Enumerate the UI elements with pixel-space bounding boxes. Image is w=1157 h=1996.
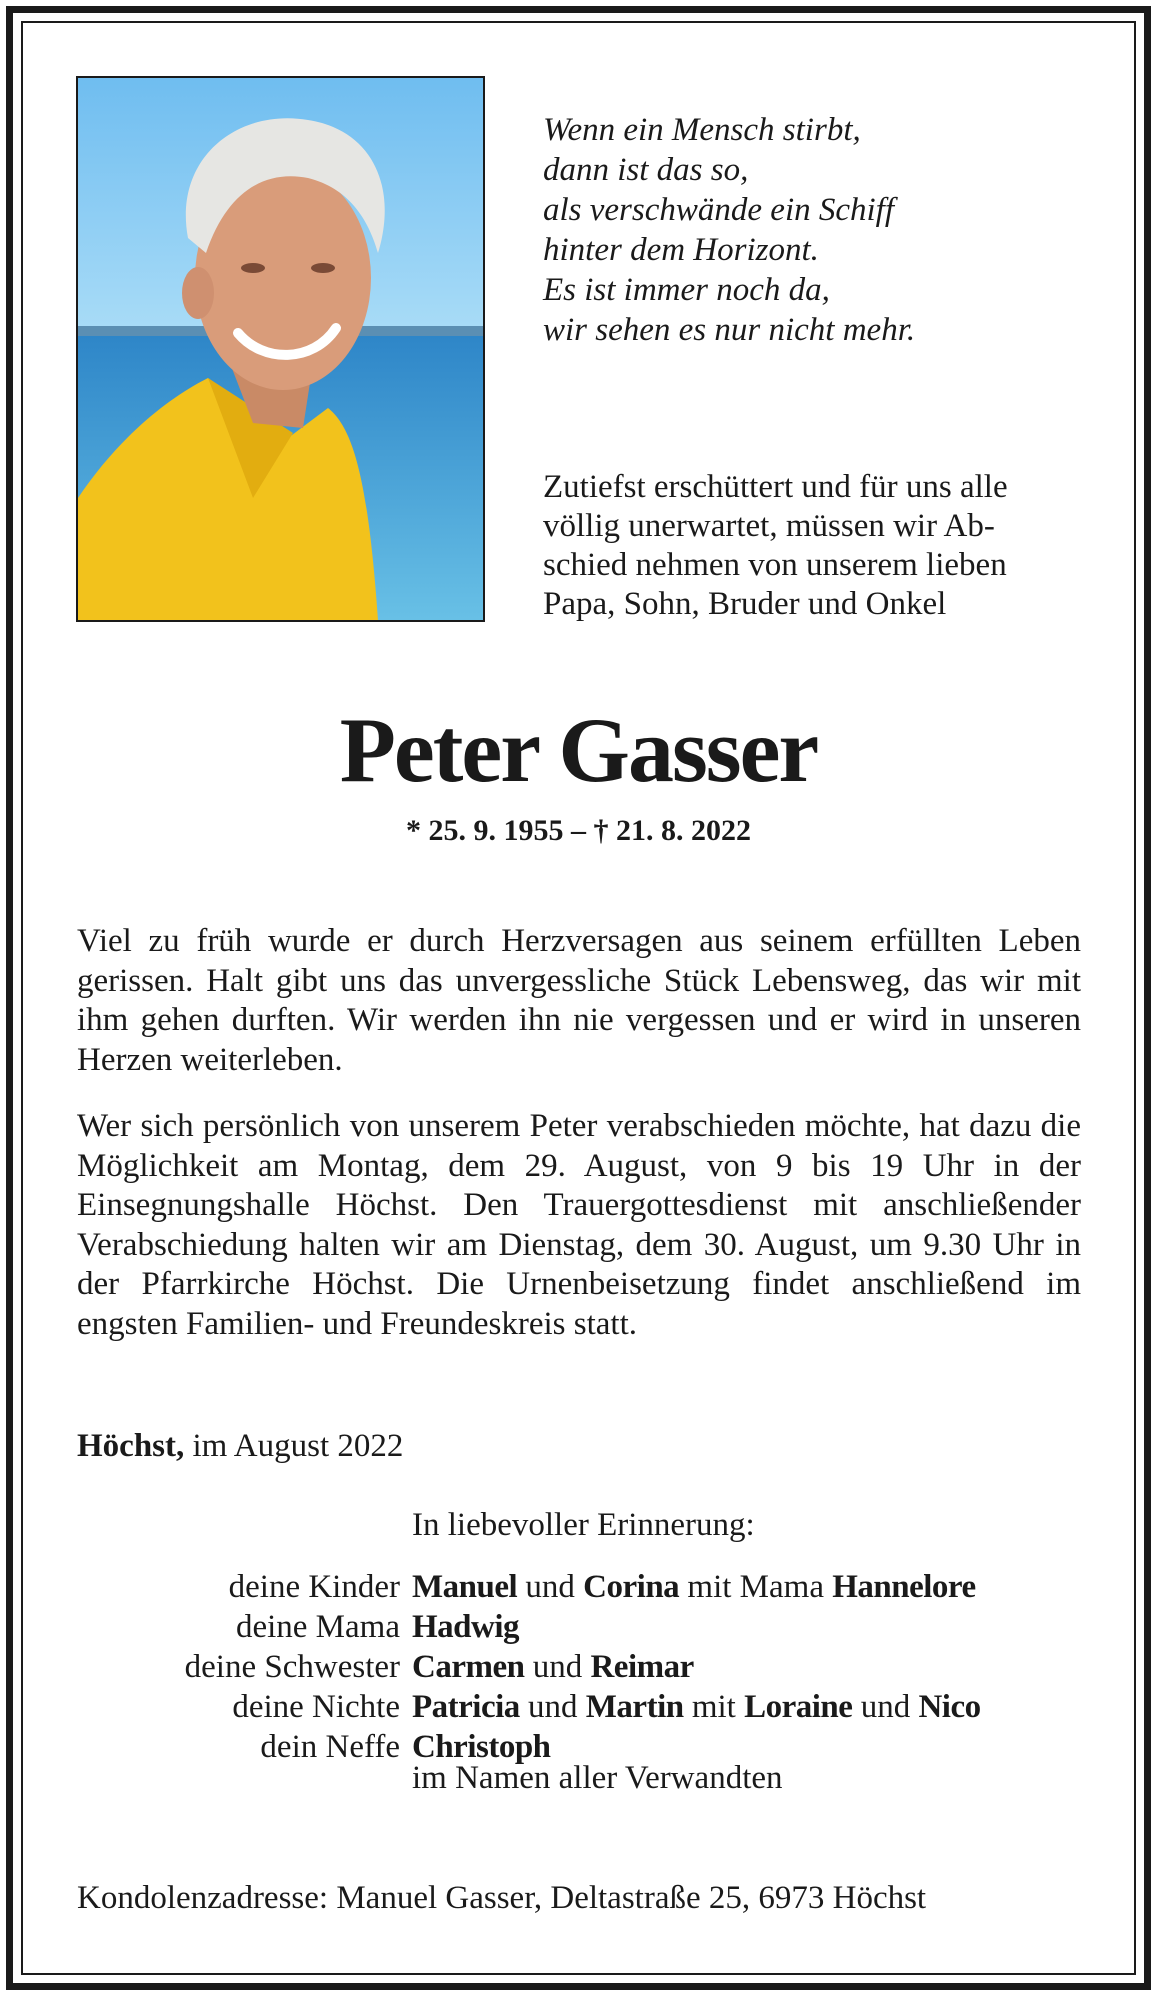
mourner-name: Nico (918, 1689, 981, 1725)
mourner-name: Martin (585, 1689, 684, 1725)
intro-line: völlig unerwartet, müssen wir Ab- (543, 508, 995, 544)
mourner-relation: deine Schwester (184, 1649, 400, 1685)
mourner-connector: und (525, 1569, 575, 1605)
place-town: Höchst, (77, 1428, 185, 1464)
mourner-name: Manuel (412, 1569, 518, 1605)
place-date (77, 1426, 403, 1466)
mourner-relation: deine Mama (235, 1609, 400, 1645)
mourner-connector: mit Mama (687, 1569, 824, 1605)
portrait-illustration (78, 78, 483, 620)
mourner-name: Reimar (590, 1649, 694, 1685)
mourner-connector: und (528, 1689, 578, 1725)
mourner-row (0, 1687, 1157, 1727)
mourner-relation: deine Kinder (228, 1569, 400, 1605)
portrait-photo (76, 76, 485, 622)
closing-line: im Namen aller Verwandten (412, 1760, 783, 1796)
intro-line: Papa, Sohn, Bruder und Onkel (543, 586, 947, 622)
intro-text (543, 468, 1083, 624)
mourner-connector: und (860, 1689, 911, 1725)
paragraph-funeral-info: Wer sich persönlich von unserem Peter verabschieden möchte, hat dazu die Möglichkeit am Montag, dem 29. August, von 9 bis 19 Uhr in der Einsegnungshalle Höchst. Den Trauergottesdienst mit anschließender Verabschiedung halten wir am Dienstag, dem 30. August, um 9.30 Uhr in der Pfarrkirche Höchst. Die Urnenbeisetzung findet anschließend im engsten Familien- und Freundeskreis statt. (77, 1108, 1081, 1342)
mourner-name: Loraine (744, 1689, 853, 1725)
life-dates: * 25. 9. 1955 – † 21. 8. 2022 (406, 814, 751, 847)
mourner-name: Hadwig (412, 1609, 520, 1645)
poem (543, 110, 1063, 350)
mourner-name: Patricia (412, 1689, 520, 1725)
mourner-names (412, 1647, 694, 1687)
poem-line: hinter dem Horizont. (543, 232, 819, 268)
mourner-names (412, 1567, 976, 1607)
mourner-name: Corina (583, 1569, 680, 1605)
mourner-names (412, 1607, 519, 1647)
poem-line: als verschwände ein Schiff (543, 192, 895, 228)
mourner-name: Christoph (412, 1729, 551, 1765)
intro-line: schied nehmen von unserem lieben (543, 547, 1007, 583)
poem-line: dann ist das so, (543, 152, 749, 188)
deceased-name: Peter Gasser (339, 699, 818, 801)
poem-line: Wenn ein Mensch stirbt, (543, 112, 861, 148)
condolence-address: Kondolenzadresse: Manuel Gasser, Deltastraße 25, 6973 Höchst (77, 1880, 927, 1916)
mourner-connector: mit (691, 1689, 736, 1725)
poem-line: Es ist immer noch da, (543, 272, 830, 308)
signature-heading: In liebevoller Erinnerung: (412, 1507, 755, 1543)
place-date-text: im August 2022 (192, 1428, 404, 1464)
mourner-relation: dein Neffe (260, 1729, 400, 1765)
paragraph-farewell: Viel zu früh wurde er durch Herzversagen aus seinem erfüllten Leben gerissen. Halt gibt uns das unvergessliche Stück Lebensweg, das wir mit ihm gehen durften. Wir werden ihn nie vergessen und er wird in unseren Herzen weiterleben. (77, 923, 1081, 1078)
poem-line: wir sehen es nur nicht mehr. (543, 312, 916, 348)
mourner-name: Hannelore (832, 1569, 976, 1605)
intro-line: Zutiefst erschüttert und für uns alle (543, 469, 1008, 505)
mourner-connector: und (532, 1649, 583, 1685)
mourner-row (0, 1607, 1157, 1647)
mourner-row (0, 1647, 1157, 1687)
mourner-relation: deine Nichte (232, 1689, 400, 1725)
mourner-names (412, 1687, 981, 1727)
mourner-row (0, 1567, 1157, 1607)
mourner-name: Carmen (412, 1649, 525, 1685)
